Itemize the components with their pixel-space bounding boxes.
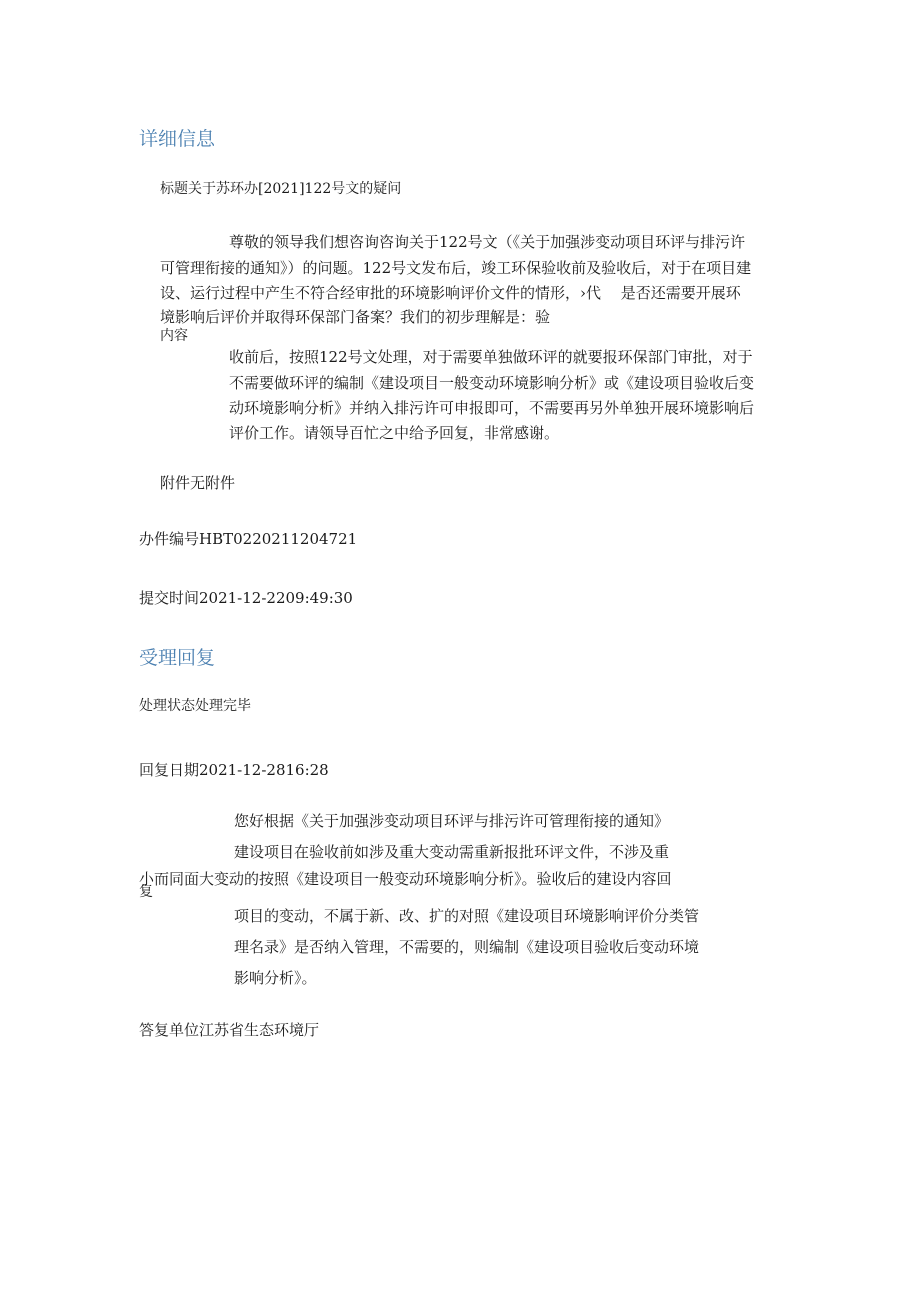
content-line: 不需要做环评的编制《建设项目一般变动环境影响分析》或《建设项目验收后变 — [229, 374, 755, 392]
title-field: 标题关于苏环办[2021]122号文的疑问 — [160, 181, 402, 197]
reply-line: 建设项目在验收前如涉及重大变动需重新报批环评文件，不涉及重 — [234, 843, 670, 861]
attachment-field: 附件无附件 — [160, 474, 236, 492]
reply-line: 理名录》是否纳入管理，不需要的，则编制《建设项目验收后变动环境 — [234, 938, 700, 956]
reply-date-field: 回复日期2021-12-2816:28 — [139, 761, 329, 779]
content-line: 收前后，按照122号文处理，对于需要单独做环评的就要报环保部门审批，对于 — [229, 348, 753, 366]
reply-section-heading: 受理回复 — [139, 647, 216, 669]
submit-time-field: 提交时间2021-12-2209:49:30 — [139, 589, 353, 607]
content-line: 境影响后评价并取得环保部门备案？我们的初步理解是：验 — [160, 308, 551, 326]
content-label: 内容 — [160, 328, 188, 344]
reply-unit-field: 答复单位江苏省生态环境厅 — [139, 1021, 320, 1039]
detail-section-heading: 详细信息 — [139, 128, 216, 150]
status-field: 处理状态处理完毕 — [139, 698, 251, 714]
reply-line: 影响分析》。 — [234, 969, 317, 987]
reply-line: 小而同面大变动的按照《建设项目一般变动环境影响分析》。验收后的建设内容回 — [139, 870, 672, 888]
content-line: 尊敬的领导我们想咨询咨询关于122号文（《关于加强涉变动项目环评与排污许 — [229, 233, 746, 251]
content-line: 设、运行过程中产生不符合经审批的环境影响评价文件的情形，›代 是否还需要开展环 — [160, 284, 741, 302]
case-number-field: 办件编号HBT0220211204721 — [139, 530, 358, 548]
content-line: 可管理衔接的通知》）的问题。122号文发布后，竣工环保验收前及验收后，对于在项目建 — [160, 259, 752, 277]
content-line: 动环境影响分析》并纳入排污许可申报即可，不需要再另外单独开展环境影响后 — [229, 399, 755, 417]
content-line: 评价工作。请领导百忙之中给予回复，非常感谢。 — [229, 424, 560, 442]
reply-line: 您好根据《关于加强涉变动项目环评与排污许可管理衔接的通知》 — [234, 812, 670, 830]
reply-label: 复 — [139, 884, 153, 900]
reply-line: 项目的变动，不属于新、改、扩的对照《建设项目环境影响评价分类管 — [234, 907, 700, 925]
